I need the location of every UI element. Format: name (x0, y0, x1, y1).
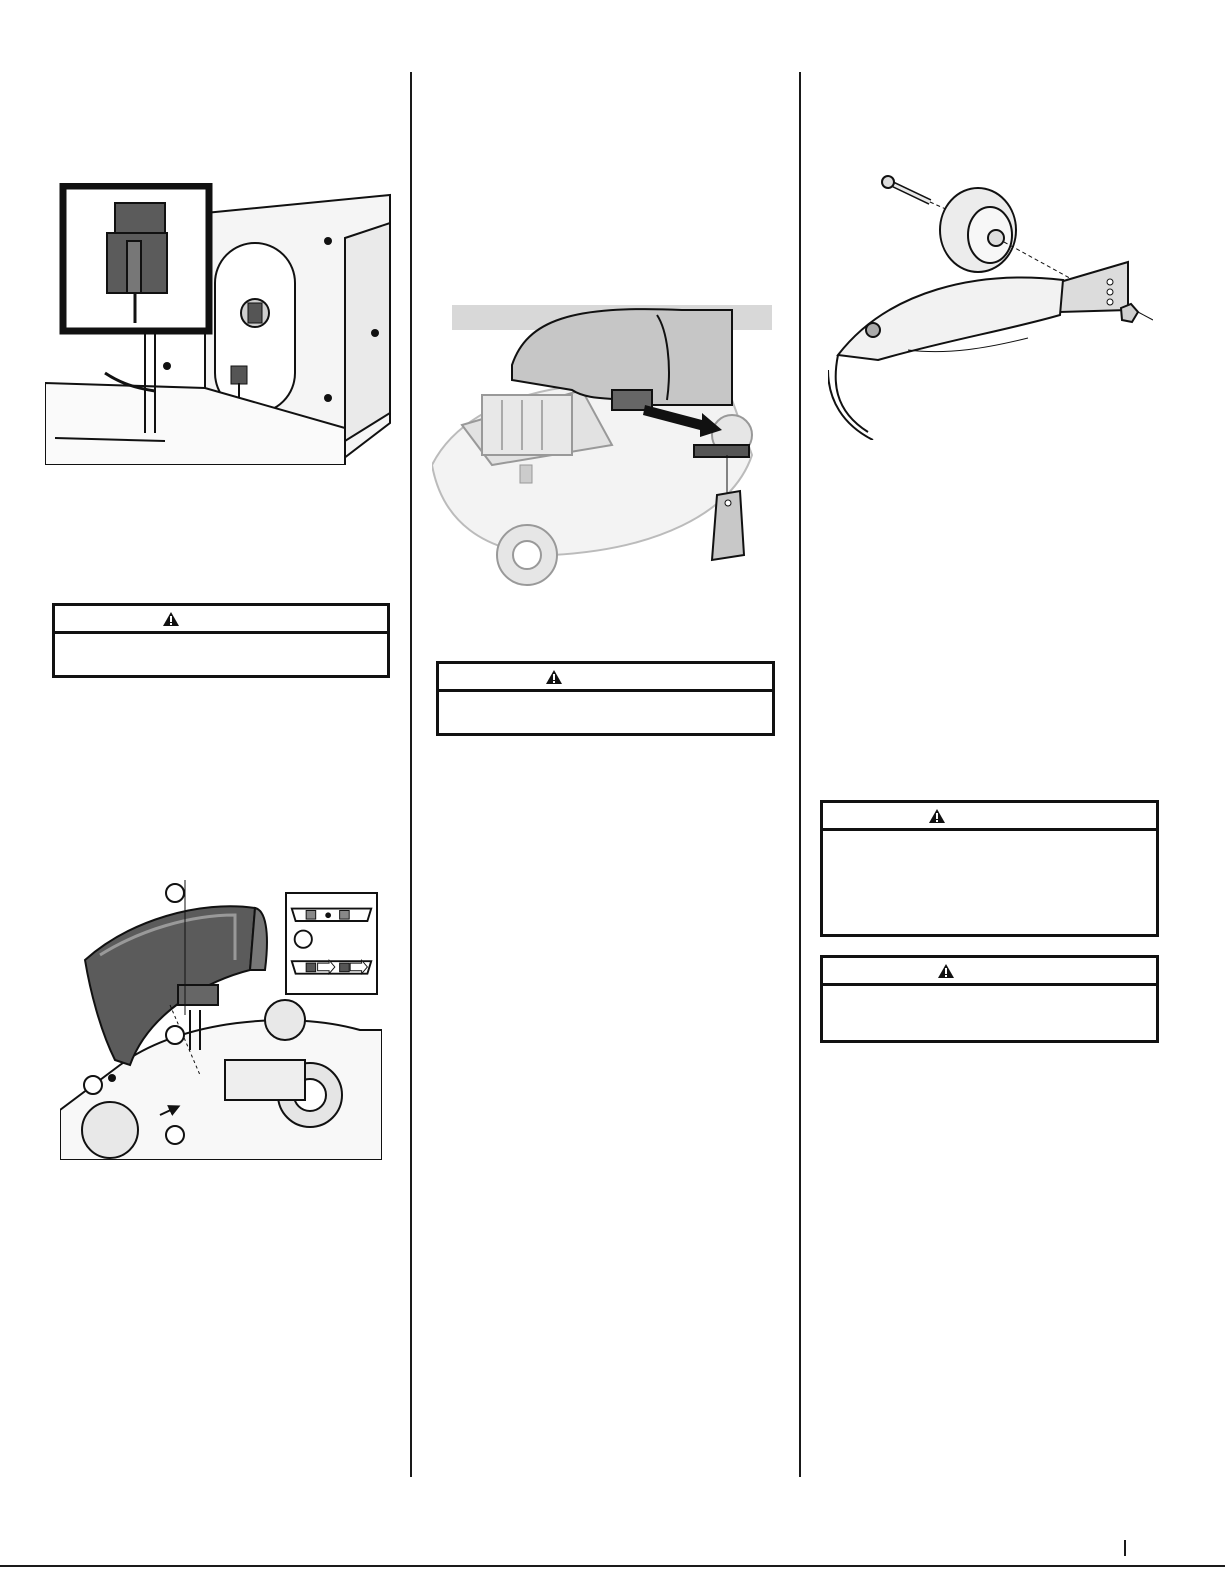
column-divider-left (410, 72, 412, 1477)
callout-3 (83, 1075, 103, 1095)
warning-box-3-header (823, 803, 1156, 831)
warning-box-1-header (55, 606, 387, 634)
warning-box-2 (436, 661, 775, 736)
column-divider-right (799, 72, 801, 1477)
warning-box-2-header (439, 664, 772, 692)
warning-box-3 (820, 800, 1159, 937)
warning-box-4-header (823, 958, 1156, 986)
figure-grass-bag (432, 305, 772, 587)
figure-latch-detail (285, 892, 378, 995)
warning-triangle-icon (928, 808, 946, 824)
figure-wheel (828, 170, 1153, 440)
page-number-tick (1124, 1540, 1126, 1556)
warning-box-1 (52, 603, 390, 678)
callout-2 (165, 1025, 185, 1045)
footer-rule (0, 1565, 1225, 1567)
warning-triangle-icon (162, 611, 180, 627)
warning-triangle-icon (937, 963, 955, 979)
callout-1 (165, 883, 185, 903)
warning-triangle-icon (545, 669, 563, 685)
warning-box-4 (820, 955, 1159, 1043)
figure-connector (45, 183, 393, 465)
callout-4 (165, 1125, 185, 1145)
